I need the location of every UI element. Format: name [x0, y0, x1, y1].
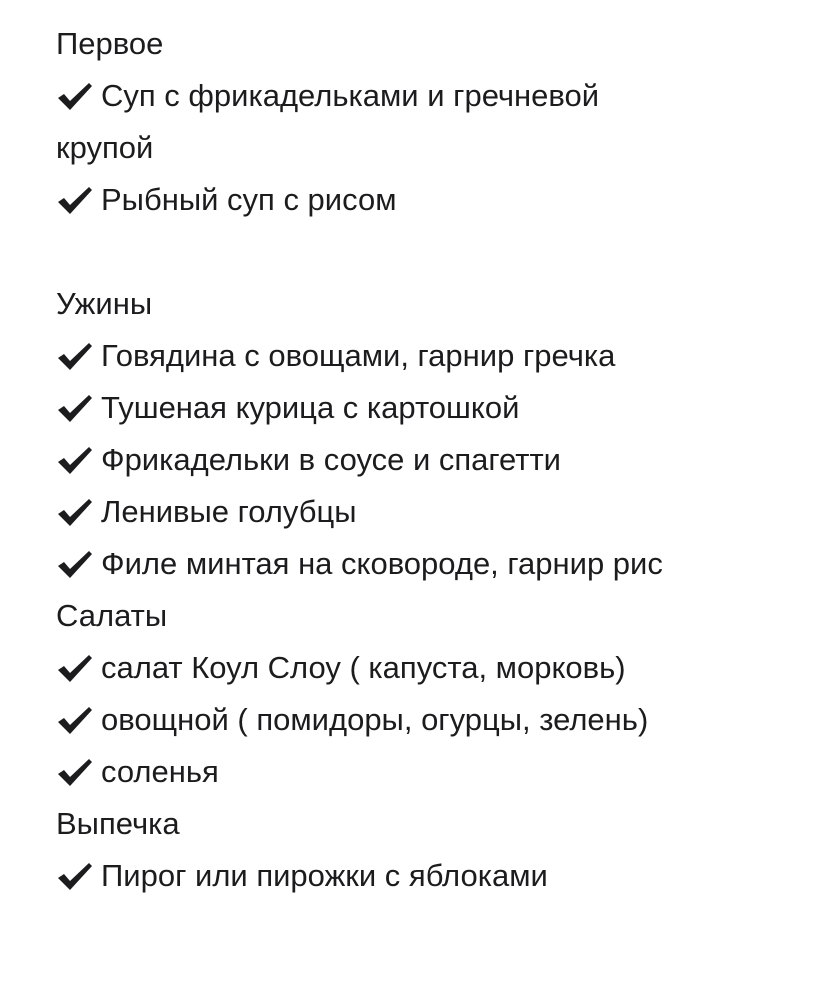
section-heading-salads: Салаты — [56, 598, 168, 633]
list-item — [56, 70, 816, 122]
check-mark-icon — [56, 861, 94, 891]
list-item-text: салат Коул Слоу ( капуста, морковь) — [101, 650, 626, 685]
list-item — [56, 382, 816, 434]
check-mark-icon — [56, 185, 94, 215]
list-item-text: крупой — [56, 130, 154, 165]
blank-line — [56, 226, 816, 278]
list-item — [56, 538, 816, 590]
check-mark-icon — [56, 393, 94, 423]
list-item — [56, 434, 816, 486]
list-item-text: соленья — [101, 754, 219, 789]
list-item — [56, 850, 816, 902]
check-mark-icon — [56, 497, 94, 527]
list-item-text: Пирог или пирожки с яблоками — [101, 858, 548, 893]
list-item-text: Говядина с овощами, гарнир гречка — [101, 338, 616, 373]
section-heading-dinners: Ужины — [56, 286, 153, 321]
check-mark-icon — [56, 341, 94, 371]
check-mark-icon — [56, 705, 94, 735]
list-item-text: Ленивые голубцы — [101, 494, 357, 529]
list-item — [56, 486, 816, 538]
section-heading-baking: Выпечка — [56, 806, 180, 841]
section-heading-first: Первое — [56, 26, 164, 61]
list-item-text: Фрикадельки в соусе и спагетти — [101, 442, 561, 477]
list-item-continuation — [56, 122, 816, 174]
check-mark-icon — [56, 757, 94, 787]
check-mark-icon — [56, 653, 94, 683]
list-item-text: Тушеная курица с картошкой — [101, 390, 520, 425]
list-item-text: Суп с фрикадельками и гречневой — [101, 78, 600, 113]
check-mark-icon — [56, 549, 94, 579]
list-item — [56, 174, 816, 226]
list-item — [56, 330, 816, 382]
note-body — [56, 18, 816, 902]
check-mark-icon — [56, 81, 94, 111]
list-item-text: овощной ( помидоры, огурцы, зелень) — [101, 702, 649, 737]
list-item — [56, 746, 816, 798]
list-item-text: Рыбный суп с рисом — [101, 182, 397, 217]
list-item-text: Филе минтая на сковороде, гарнир рис — [101, 546, 663, 581]
list-item — [56, 642, 816, 694]
list-item — [56, 694, 816, 746]
check-mark-icon — [56, 445, 94, 475]
